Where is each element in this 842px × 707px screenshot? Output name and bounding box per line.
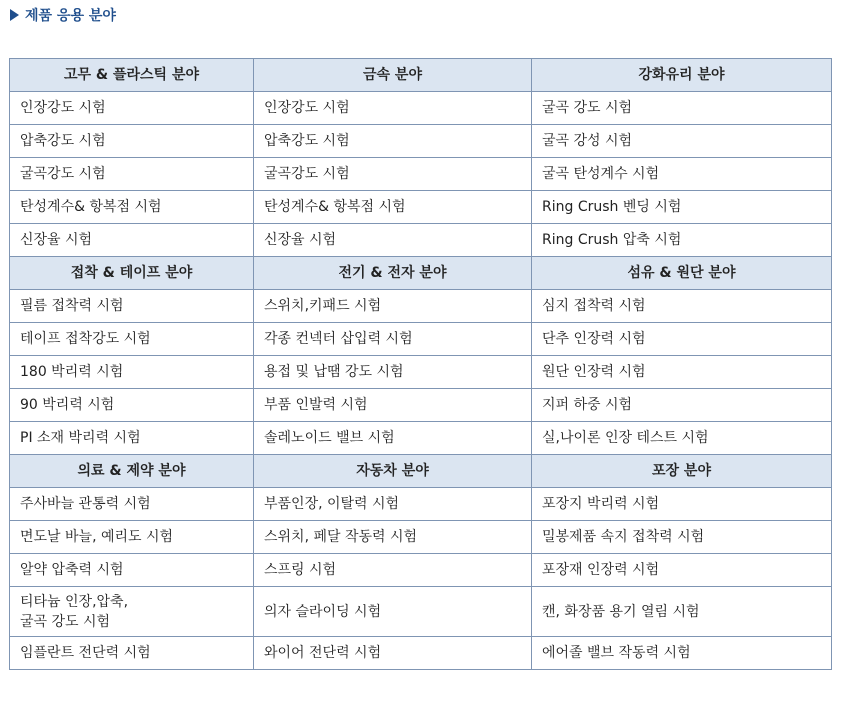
table-cell: 밀봉제품 속지 접착력 시험 (532, 521, 832, 554)
table-cell: 와이어 전단력 시험 (254, 637, 532, 670)
category-header: 섬유 & 원단 분야 (532, 257, 832, 290)
table-cell: 에어졸 밸브 작동력 시험 (532, 637, 832, 670)
table-cell: 용접 및 납땜 강도 시험 (254, 356, 532, 389)
table-cell: 굴곡 탄성계수 시험 (532, 158, 832, 191)
table-row (10, 488, 832, 521)
category-header: 포장 분야 (532, 455, 832, 488)
table-cell: 압축강도 시험 (10, 125, 254, 158)
section-title (10, 3, 116, 27)
table-header-row (10, 257, 832, 290)
table-cell: 솔레노이드 밸브 시험 (254, 422, 532, 455)
table-row (10, 224, 832, 257)
table-cell: 테이프 접착강도 시험 (10, 323, 254, 356)
category-header: 의료 & 제약 분야 (10, 455, 254, 488)
table-cell: PI 소재 박리력 시험 (10, 422, 254, 455)
table-cell: 의자 슬라이딩 시험 (254, 587, 532, 637)
table-row (10, 158, 832, 191)
table-cell: 지퍼 하중 시험 (532, 389, 832, 422)
table-cell: 캔, 화장품 용기 열림 시험 (532, 587, 832, 637)
table-row (10, 554, 832, 587)
table-cell: 면도날 바늘, 예리도 시험 (10, 521, 254, 554)
table-cell: 스프링 시험 (254, 554, 532, 587)
category-header: 자동차 분야 (254, 455, 532, 488)
table-cell: 굴곡강도 시험 (10, 158, 254, 191)
table-cell: 신장율 시험 (254, 224, 532, 257)
table-row (10, 92, 832, 125)
table-cell: 굴곡 강성 시험 (532, 125, 832, 158)
table-cell: 심지 접착력 시험 (532, 290, 832, 323)
table-cell: 부품 인발력 시험 (254, 389, 532, 422)
table-row (10, 521, 832, 554)
table-cell: 포장재 인장력 시험 (532, 554, 832, 587)
table-cell: 포장지 박리력 시험 (532, 488, 832, 521)
table-cell: Ring Crush 압축 시험 (532, 224, 832, 257)
category-header: 강화유리 분야 (532, 59, 832, 92)
category-header: 금속 분야 (254, 59, 532, 92)
table-row (10, 637, 832, 670)
table-header-row (10, 59, 832, 92)
triangle-bullet-icon (10, 9, 19, 21)
table-row (10, 587, 832, 637)
table-cell: 티타늄 인장,압축, 굴곡 강도 시험 (10, 587, 254, 637)
table-cell: 단추 인장력 시험 (532, 323, 832, 356)
table-cell: 임플란트 전단력 시험 (10, 637, 254, 670)
table-cell: 실,나이론 인장 테스트 시험 (532, 422, 832, 455)
table-row (10, 323, 832, 356)
table-cell: 부품인장, 이탈력 시험 (254, 488, 532, 521)
table-row (10, 422, 832, 455)
table-cell: 180 박리력 시험 (10, 356, 254, 389)
table-cell: 스위치, 페달 작동력 시험 (254, 521, 532, 554)
table-cell: 인장강도 시험 (254, 92, 532, 125)
table-cell: 굴곡 강도 시험 (532, 92, 832, 125)
table-cell: 탄성계수& 항복점 시험 (254, 191, 532, 224)
table-cell: 주사바늘 관통력 시험 (10, 488, 254, 521)
table-cell: 90 박리력 시험 (10, 389, 254, 422)
table-cell: 신장율 시험 (10, 224, 254, 257)
table-cell: 인장강도 시험 (10, 92, 254, 125)
table-cell: 압축강도 시험 (254, 125, 532, 158)
table-row (10, 389, 832, 422)
table-row (10, 356, 832, 389)
table-row (10, 191, 832, 224)
table-header-row (10, 455, 832, 488)
table-cell: Ring Crush 벤딩 시험 (532, 191, 832, 224)
section-title-text: 제품 응용 분야 (25, 8, 116, 24)
table-cell: 굴곡강도 시험 (254, 158, 532, 191)
table-cell: 스위치,키패드 시험 (254, 290, 532, 323)
table-cell: 탄성계수& 항복점 시험 (10, 191, 254, 224)
table-cell: 알약 압축력 시험 (10, 554, 254, 587)
table-row (10, 125, 832, 158)
category-header: 접착 & 테이프 분야 (10, 257, 254, 290)
category-header: 전기 & 전자 분야 (254, 257, 532, 290)
table-cell: 필름 접착력 시험 (10, 290, 254, 323)
application-table (9, 58, 832, 670)
category-header: 고무 & 플라스틱 분야 (10, 59, 254, 92)
table-cell: 각종 컨넥터 삽입력 시험 (254, 323, 532, 356)
table-row (10, 290, 832, 323)
table-cell: 원단 인장력 시험 (532, 356, 832, 389)
